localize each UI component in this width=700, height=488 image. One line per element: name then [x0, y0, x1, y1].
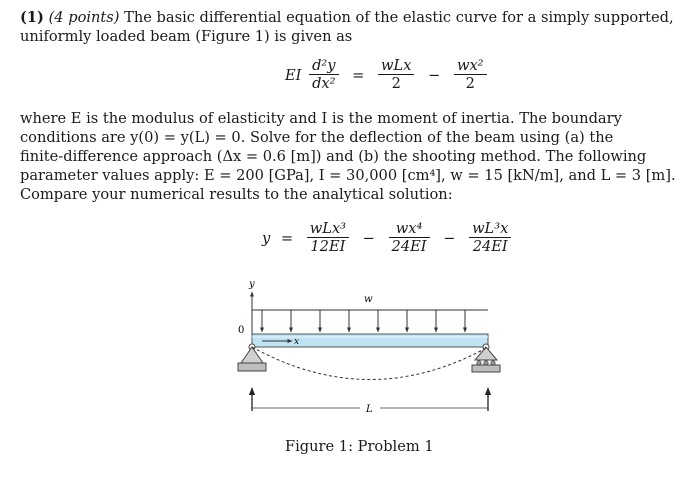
eq2-equals: = — [280, 229, 294, 247]
eq1-den2: 2 — [378, 74, 414, 92]
eq1-den3: 2 — [454, 74, 487, 92]
desc-line-3: finite-difference approach (Δx = 0.6 [m]) and (b) the shooting method. The following — [20, 148, 647, 165]
right-roller-support — [472, 344, 500, 372]
eq2-den2: 24EI — [389, 237, 430, 255]
desc-line-5: Compare your numerical results to the analytical solution: — [20, 186, 453, 203]
eq1-minus: − — [428, 66, 441, 84]
origin-label: 0 — [238, 325, 245, 336]
eq2-num2: wx⁴ — [395, 220, 423, 237]
x-axis-label: x — [294, 337, 300, 347]
left-pin-support — [238, 344, 266, 371]
eq2-lhs: y — [262, 229, 271, 247]
eq1-num2: wLx — [381, 57, 412, 74]
desc-line-1: where E is the modulus of elasticity and I is the moment of inertia. The boundary — [20, 110, 622, 127]
y-axis-label: y — [249, 279, 255, 290]
desc-line-4: parameter values apply: E = 200 [GPa], I = 30,000 [cm⁴], w = 15 [kN/m], and L = 3 [m]. — [20, 167, 676, 184]
eq2-minus2: − — [443, 229, 456, 247]
intro-line-1: The basic differential equation of the elastic curve for a simply supported, — [124, 9, 674, 26]
eq2-minus1: − — [362, 229, 375, 247]
eq1-num1: d²y — [312, 57, 336, 74]
load-label: w — [364, 294, 373, 305]
intro-line-2: uniformly loaded beam (Figure 1) is given as — [20, 28, 353, 45]
problem-points: (4 points) — [48, 9, 120, 26]
problem-number: (1) — [20, 9, 44, 26]
eq1-den1: dx² — [309, 74, 338, 92]
eq2-den3: 24EI — [469, 237, 511, 255]
span-label: L — [366, 404, 373, 415]
eq2-den1: 12EI — [307, 237, 349, 255]
distributed-load — [252, 310, 488, 332]
figure-caption: Figure 1: Problem 1 — [285, 438, 434, 455]
deflection-curve — [252, 347, 488, 380]
eq1-equals: = — [352, 66, 365, 84]
eq2-num3: wL³x — [472, 220, 509, 237]
eq2-num1: wLx³ — [309, 220, 347, 237]
eq1-num3: wx² — [456, 57, 484, 74]
desc-line-2: conditions are y(0) = y(L) = 0. Solve for the deflection of the beam using (a) the — [20, 129, 614, 146]
eq1-lhs-coef: EI — [285, 66, 302, 84]
